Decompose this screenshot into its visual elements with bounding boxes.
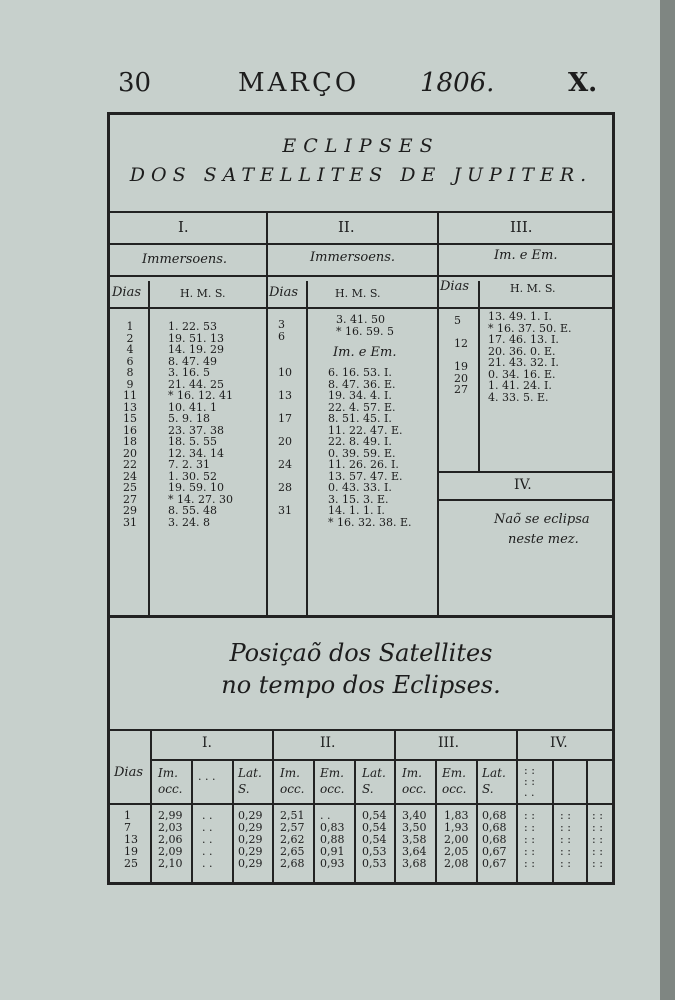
page-number: 30 bbox=[118, 68, 152, 98]
pos-col7: 3,40 3,50 3,58 3,64 3,68 bbox=[402, 809, 427, 870]
sat3-dias-label: Dias bbox=[440, 279, 470, 294]
pos-s3-lat: Lat. S. bbox=[482, 766, 506, 796]
sat1-times: 1. 22. 53 19. 51. 13 14. 19. 29 8. 47. 49 3. 16. 5 21. 44. 25 * 16. 12. 41 10. 41. 1 5. 9. 18 23. 37. 38 18. 5. 55 12. 34. 14 7. 2. 31 1. 30. 52 19. 59. 10 * 14. 27. 30 8. 55. 48 3. 24. 8 bbox=[168, 320, 233, 529]
pos-s2-emocc: Em. occ. bbox=[320, 766, 345, 796]
sat2-hms-label: H. M. S. bbox=[335, 287, 381, 300]
pos-col4: 2,51 2,57 2,62 2,65 2,68 bbox=[280, 809, 305, 870]
pos-col6: 0,54 0,54 0,54 0,53 0,53 bbox=[362, 809, 387, 870]
book-edge bbox=[660, 0, 675, 1000]
sat2-times: 6. 16. 53. I. 8. 47. 36. E. 19. 34. 4. I. 22. 4. 57. E. 8. 51. 45. I. 11. 22. 47. E. 22. 8. 49. I. 0. 39. 59. E. 11. 26. 26. I. 13. 57. 47. E. 0. 43. 33. I. 3. 15. 3. E. 14. 1. 1. I. * 16. 32. 38. E. bbox=[328, 366, 412, 529]
pos-sat3: III. bbox=[438, 735, 460, 751]
month-numeral: X. bbox=[568, 68, 598, 98]
pos-dias-label: Dias bbox=[114, 765, 144, 780]
eclipse-table bbox=[107, 112, 615, 618]
positions-table: Posiçaõ dos Satellites no tempo dos Eclipses. Dias I. II. III. IV. Im. occ. . . . Lat. S. Im. occ. Em. occ. Lat. S. Im. occ. Em. occ. Lat. S. 1 7 13 19 25 2,99 2,03 2,06 2,09 2,10 . . . . . . . . . . 0,29 0,29 0,29 0,29 0,29 2,51 2,57 2,62 2,65 2,68 . . 0,83 0,88 0,91 0,93 0,54 0,54 0,54 0,53 0,53 3,40 3,50 3,58 3,64 3,68 1,83 1,93 2,00 2,05 2,08 0,68 0,68 0,68 0,67 0,67 : : : : . . : : : : : : : : : : : : : : : : : : : : : : : : : : : : : : bbox=[107, 617, 615, 885]
sat1-dias-label: Dias bbox=[112, 285, 142, 300]
sat3-times: 13. 49. 1. I. * 16. 37. 50. E. 17. 46. 13. I. 20. 36. 0. E. 21. 43. 32. I. 0. 34. 16. E. 1. 41. 24. I. 4. 33. 5. E. bbox=[488, 310, 572, 404]
pos-col5: . . 0,83 0,88 0,91 0,93 bbox=[320, 809, 345, 870]
sat1-days: 1 2 4 6 8 9 11 13 15 16 18 20 22 24 25 27 29 31 bbox=[123, 320, 137, 529]
sat2-times-top: 3. 41. 50 * 16. 59. 5 bbox=[336, 313, 394, 338]
sat2-days: 10 13 17 20 24 28 31 bbox=[278, 366, 292, 517]
pos-s1-imocc: Im. occ. bbox=[158, 766, 183, 796]
sat1-hms-label: H. M. S. bbox=[180, 287, 226, 300]
sat2-phase2: Im. e Em. bbox=[333, 345, 397, 360]
pos-sat2: II. bbox=[320, 735, 336, 751]
sat3-hms-label: H. M. S. bbox=[510, 282, 556, 295]
pos-sat4: IV. bbox=[550, 735, 568, 751]
sat4-note1: Naõ se eclipsa bbox=[494, 512, 590, 527]
positions-title-line2: no tempo dos Eclipses. bbox=[221, 671, 501, 699]
sat2-days-top: 3 6 bbox=[278, 318, 285, 343]
sat2-phase: Immersoens. bbox=[310, 250, 396, 265]
pos-sat1: I. bbox=[202, 735, 212, 751]
pos-col2: . . . . . . . . . . bbox=[202, 809, 213, 870]
sat1-phase: Immersoens. bbox=[142, 252, 228, 267]
table-title-line1: ECLIPSES bbox=[282, 135, 440, 157]
pos-s2-imocc: Im. occ. bbox=[280, 766, 305, 796]
page-header bbox=[0, 68, 660, 108]
month-title: MARÇO bbox=[238, 68, 360, 98]
sat2-label: II. bbox=[338, 218, 355, 236]
pos-s1-dots: . . . bbox=[198, 770, 216, 783]
pos-col1: 2,99 2,03 2,06 2,09 2,10 bbox=[158, 809, 183, 870]
sat3-label: III. bbox=[510, 218, 533, 236]
pos-s3-imocc: Im. occ. bbox=[402, 766, 427, 796]
pos-s3-emocc: Em. occ. bbox=[442, 766, 467, 796]
pos-col8: 1,83 1,93 2,00 2,05 2,08 bbox=[444, 809, 469, 870]
pos-days: 1 7 13 19 25 bbox=[124, 809, 138, 870]
pos-col9: 0,68 0,68 0,68 0,67 0,67 bbox=[482, 809, 507, 870]
pos-s2-lat: Lat. S. bbox=[362, 766, 386, 796]
table-title-line2: DOS SATELLITES DE JUPITER. bbox=[129, 164, 593, 186]
pos-s1-lat: Lat. S. bbox=[238, 766, 262, 796]
sat4-note2: neste mez. bbox=[508, 532, 579, 547]
sat3-phase: Im. e Em. bbox=[494, 248, 558, 263]
sat1-label: I. bbox=[178, 218, 189, 236]
year: 1806. bbox=[420, 68, 495, 98]
pos-col3: 0,29 0,29 0,29 0,29 0,29 bbox=[238, 809, 263, 870]
sat2-dias-label: Dias bbox=[269, 285, 299, 300]
sat4-label: IV. bbox=[514, 477, 532, 493]
positions-title-line1: Posiçaõ dos Satellites bbox=[229, 639, 493, 667]
sat3-days: 5 12 19 20 27 bbox=[454, 314, 468, 396]
